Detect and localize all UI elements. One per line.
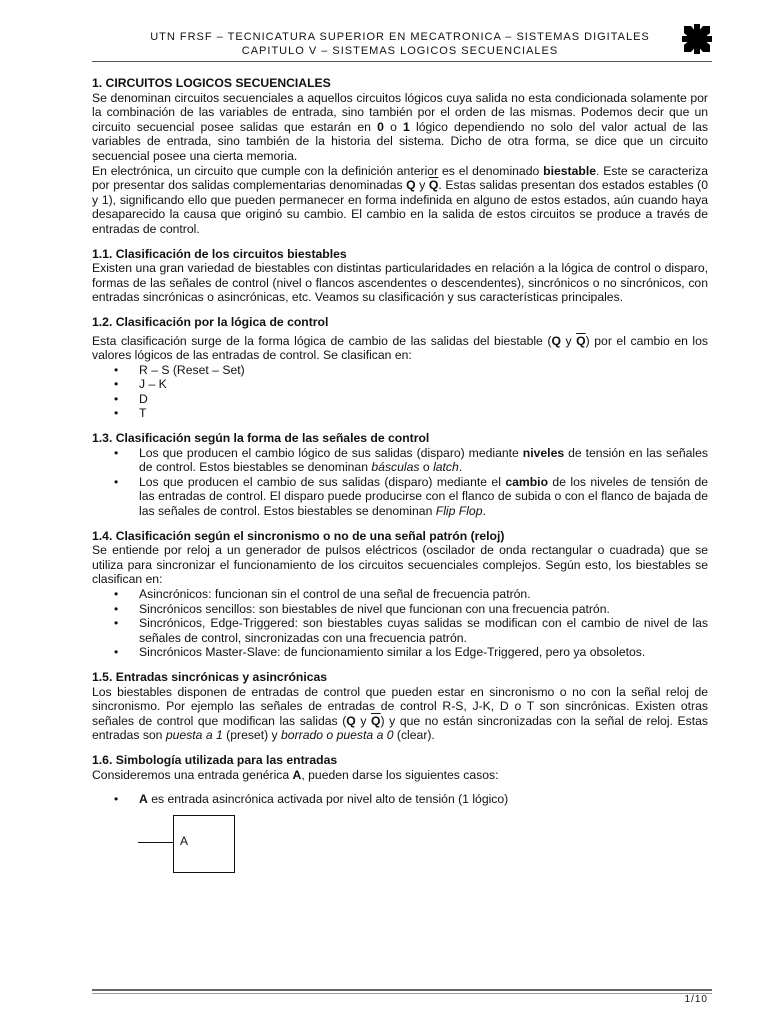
section-1-6-paragraph: Consideremos una entrada genérica A, pueden darse los siguientes casos:	[92, 767, 499, 782]
page-header	[90, 30, 710, 58]
q-bar-symbol: $\overline{Q}$	[428, 178, 439, 193]
list-item: • Los que producen el cambio de sus salidas (disparo) mediante el cambio de los niveles de tensión de las entradas de control. El disparo puede producirse con el flanco de subida o con el flanco de bajada de las señales de control. Estos biestables se denominan Flip Flop.	[92, 475, 708, 519]
header-line-1: UTN FRSF – TECNICATURA SUPERIOR EN MECATRONICA – SISTEMAS DIGITALES	[150, 31, 650, 43]
document-body	[92, 76, 708, 885]
section-1-4-title: 1.4. Clasificación según el sincronismo o no de una señal patrón (reloj)	[92, 528, 505, 543]
page-number: 1/10	[684, 994, 708, 1005]
utn-logo-icon	[682, 24, 712, 54]
footer-rule	[92, 989, 712, 991]
input-line	[138, 842, 173, 843]
list-item: • J – K	[92, 377, 708, 392]
list-item: • Sincrónicos, Edge-Triggered: son biestables cuyas salidas se modifican con el cambio de nivel de las señales de control, sincronizadas con una frecuencia patrón.	[92, 616, 708, 645]
section-1-1-paragraph: Existen una gran variedad de biestables con distintas particularidades en relación a la lógica de control o disparo, formas de las señales de control (nivel o flancos ascendentes o descendentes), sincrónicos o no sincrónicos, con entradas sincrónicas o asincrónicas, etc. Veamos su clasificación y sus características principales.	[92, 261, 708, 305]
header-line-2: CAPITULO V – SISTEMAS LOGICOS SECUENCIALES	[241, 45, 559, 57]
section-1-4-paragraph: Se entiende por reloj a un generador de pulsos eléctricos (oscilador de onda rectangular o cuadrada) que se utiliza para sincronizar el funcionamiento de los circuitos secuenciales complejos. Según esto, los biestables se clasifican en:	[92, 543, 708, 587]
section-1-5-paragraph: Los biestables disponen de entradas de control que pueden estar en sincronismo o no con la señal reloj de sincronismo. Por ejemplo las señales de entradas de control R-S, J-K, D o T son sincrónicas. Existen otras señales de control que modifican las salidas (Q y $\overline{Q}$) y que no están sincronizadas con la señal de reloj. Estas entradas son puesta a 1 (preset) y borrado o puesta a 0 (clear).	[92, 684, 708, 743]
q-bar-symbol: $\overline{Q}$	[576, 333, 586, 348]
list-item: • D	[92, 392, 708, 407]
section-1-6-title: 1.6. Simbología utilizada para las entradas	[92, 752, 338, 767]
section-1-paragraph-2: En electrónica, un circuito que cumple con la definición anterior es el denominado biestable. Este se caracteriza por presentar dos salidas complementarias denominadas Q y $\overline{Q}$. Estas salidas presentan dos estados estables (0 y 1), significando ello que pueden permanecer en forma indefinida en alguno de estos estados, aún cuando haya desaparecido la causa que originó su cambio. El cambio en la salida de estos circuitos se produce a través de entradas de control.	[92, 163, 709, 236]
section-1-2-paragraph: Esta clasificación surge de la forma lógica de cambio de las salidas del biestable (Q y $\overline{Q}$) por el cambio en los valores lógicos de las entradas de control. Se clasifican en:	[92, 333, 709, 363]
list-item: • Los que producen el cambio lógico de sus salidas (disparo) mediante niveles de tensión en las señales de control. Estos biestables se denominan básculas o latch.	[92, 446, 708, 475]
list-item: • R – S (Reset – Set)	[92, 363, 708, 378]
footer-rule-thin	[92, 993, 712, 994]
list-item: • T	[92, 406, 708, 421]
list-item: • A es entrada asincrónica activada por nivel alto de tensión (1 lógico)	[92, 792, 708, 807]
input-cases-list	[92, 792, 708, 807]
control-logic-list	[92, 363, 708, 421]
list-item: • Asincrónicos: funcionan sin el control de una señal de frecuencia patrón.	[92, 587, 708, 602]
header-rule	[92, 61, 712, 62]
section-1-paragraph-1: Se denominan circuitos secuenciales a aquellos circuitos lógicos cuya salida no esta condicionada solamente por la combinación de las variables de entrada, sino también por el orden de las mismas. Podemos decir que un circuito secuencial posee salidas que estarán en 0 o 1 lógico dependiendo no solo del valor actual de las variables de entrada, sino también de la historia del sistema. Dicho de otra forma, se dice que un circuito secuencial posee una cierta memoria.	[92, 90, 709, 163]
synchronism-list	[92, 587, 708, 660]
section-1-2-title: 1.2. Clasificación por la lógica de control	[92, 314, 329, 329]
section-1-5-title: 1.5. Entradas sincrónicas y asincrónicas	[92, 669, 328, 684]
section-1-title: 1. CIRCUITOS LOGICOS SECUENCIALES	[92, 76, 331, 90]
q-bar-symbol: $\overline{Q}$	[371, 713, 381, 728]
signal-form-list	[92, 446, 708, 519]
input-block	[173, 815, 235, 873]
input-block-label: A	[180, 833, 189, 848]
input-symbol-diagram	[92, 815, 708, 885]
section-1-3-title: 1.3. Clasificación según la forma de las señales de control	[92, 431, 430, 446]
list-item: • Sincrónicos sencillos: son biestables de nivel que funcionan con una frecuencia patrón.	[92, 602, 708, 617]
section-1-1-title: 1.1. Clasificación de los circuitos biestables	[92, 246, 347, 261]
list-item: • Sincrónicos Master-Slave: de funcionamiento similar a los Edge-Triggered, pero ya obsoletos.	[92, 645, 708, 660]
